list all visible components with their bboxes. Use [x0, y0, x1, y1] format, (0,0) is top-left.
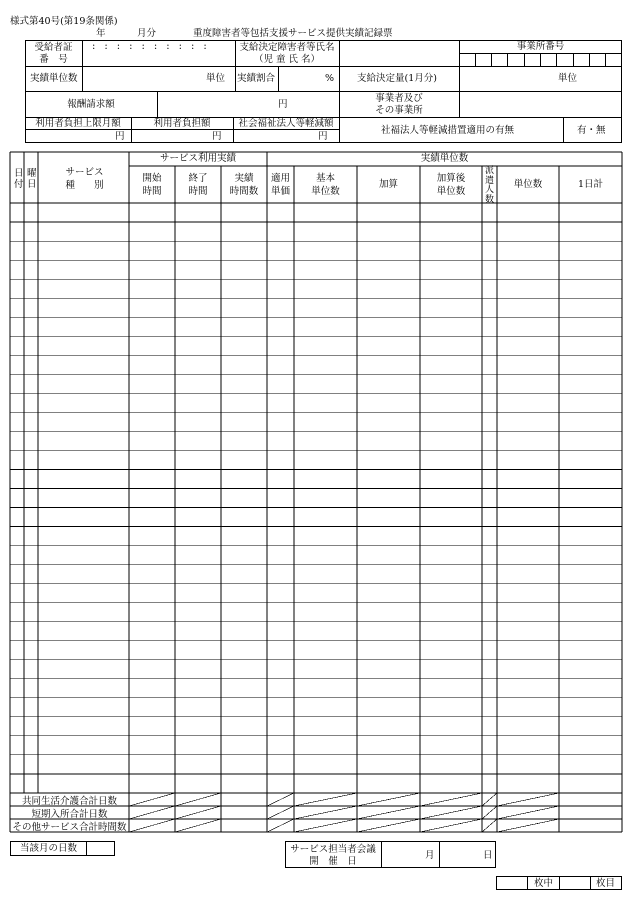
decision-amount-unit: 単位: [558, 73, 578, 84]
actual-ratio-percent: %: [325, 73, 335, 84]
sheets-of-label: 枚中: [534, 878, 554, 889]
days-in-month-label: 当該月の日数: [20, 843, 78, 854]
provider-label: 事業者及び その事業所: [375, 93, 423, 116]
total-slash: [497, 793, 559, 806]
total-slash: [267, 793, 294, 806]
yes-no-option[interactable]: 有・無: [577, 125, 606, 136]
sheet-number-label: 枚目: [596, 878, 616, 889]
decision-amount-label: 支給決定量(1月分): [357, 73, 437, 84]
group-service-results: サービス利用実績: [159, 153, 236, 164]
welfare-reduction-label: 社会福祉法人等軽減額: [238, 118, 334, 129]
total-slash: [420, 793, 482, 806]
col-applied-price: 適用 単価: [270, 173, 290, 197]
burden-label: 利用者負担額: [153, 118, 211, 129]
total-slash: [420, 806, 482, 819]
total-slash: [175, 819, 221, 832]
recipient-number-field[interactable]: ::::::::::: [92, 41, 216, 52]
actual-units-unit: 単位: [206, 73, 226, 84]
col-day: 日付: [14, 168, 24, 190]
total-slash: [175, 793, 221, 806]
total-slash: [497, 819, 559, 832]
total-slash: [175, 806, 221, 819]
reduction-applied-label: 社福法人等軽減措置適用の有無: [381, 125, 515, 136]
total-slash: [420, 819, 482, 832]
col-addition: 加算: [378, 179, 398, 190]
fee-request-label: 報酬請求額: [67, 99, 115, 110]
actual-units-label: 実績単位数: [30, 73, 78, 84]
total-slash: [294, 806, 357, 819]
year-label: 年: [96, 28, 106, 39]
actual-ratio-label: 実績割合: [237, 73, 276, 84]
group-actual-units: 実績単位数: [420, 153, 469, 164]
total-slash: [294, 819, 357, 832]
burden-limit-yen: 円: [115, 131, 125, 142]
burden-yen: 円: [212, 131, 222, 142]
col-after-addition: 加算後 単位数: [436, 173, 466, 197]
welfare-reduction-yen: 円: [318, 131, 328, 142]
total-slash: [129, 819, 175, 832]
total-slash: [482, 806, 497, 819]
form-title: 重度障害者等包括支援サービス提供実績記録票: [193, 28, 393, 39]
total-slash: [482, 793, 497, 806]
col-units: 単位数: [513, 179, 543, 190]
month-label: 月分: [137, 28, 157, 39]
total-slash: [357, 793, 420, 806]
office-number-label: 事業所番号: [516, 41, 565, 52]
meeting-date-label: サービス担当者会議 開 催 日: [290, 844, 376, 867]
col-start-time: 開始 時間: [142, 173, 162, 197]
total-slash: [294, 793, 357, 806]
payee-name-label: 支給決定障害者等氏名 （児 童 氏 名）: [239, 42, 335, 65]
col-dispatch-count: 派遣人数: [485, 166, 495, 205]
total-slash: [497, 806, 559, 819]
fee-request-yen: 円: [278, 99, 288, 110]
col-service-type: サービス 種 別: [65, 167, 104, 191]
total-other-service-hours: その他サービス合計時間数: [12, 822, 127, 833]
meeting-month-label: 月: [425, 850, 435, 861]
recipient-number-label: 受給者証 番 号: [34, 42, 73, 65]
total-slash: [129, 806, 175, 819]
col-actual-hours: 実績 時間数: [229, 173, 259, 197]
total-slash: [482, 819, 497, 832]
col-end-time: 終了 時間: [188, 173, 208, 197]
form-number: 様式第40号(第19条関係): [10, 16, 118, 27]
total-slash: [267, 806, 294, 819]
total-slash: [357, 806, 420, 819]
total-slash: [129, 793, 175, 806]
total-slash: [357, 819, 420, 832]
col-weekday: 曜日: [27, 168, 37, 190]
days-in-month-field[interactable]: [86, 841, 115, 856]
total-group-living-days: 共同生活介護合計日数: [21, 796, 117, 807]
col-daily-total: 1日計: [577, 179, 604, 190]
col-base-units: 基本 単位数: [311, 173, 340, 197]
meeting-day-label: 日: [483, 850, 493, 861]
burden-limit-label: 利用者負担上限月額: [35, 118, 121, 129]
total-short-stay-days: 短期入所合計日数: [31, 809, 108, 820]
total-slash: [267, 819, 294, 832]
